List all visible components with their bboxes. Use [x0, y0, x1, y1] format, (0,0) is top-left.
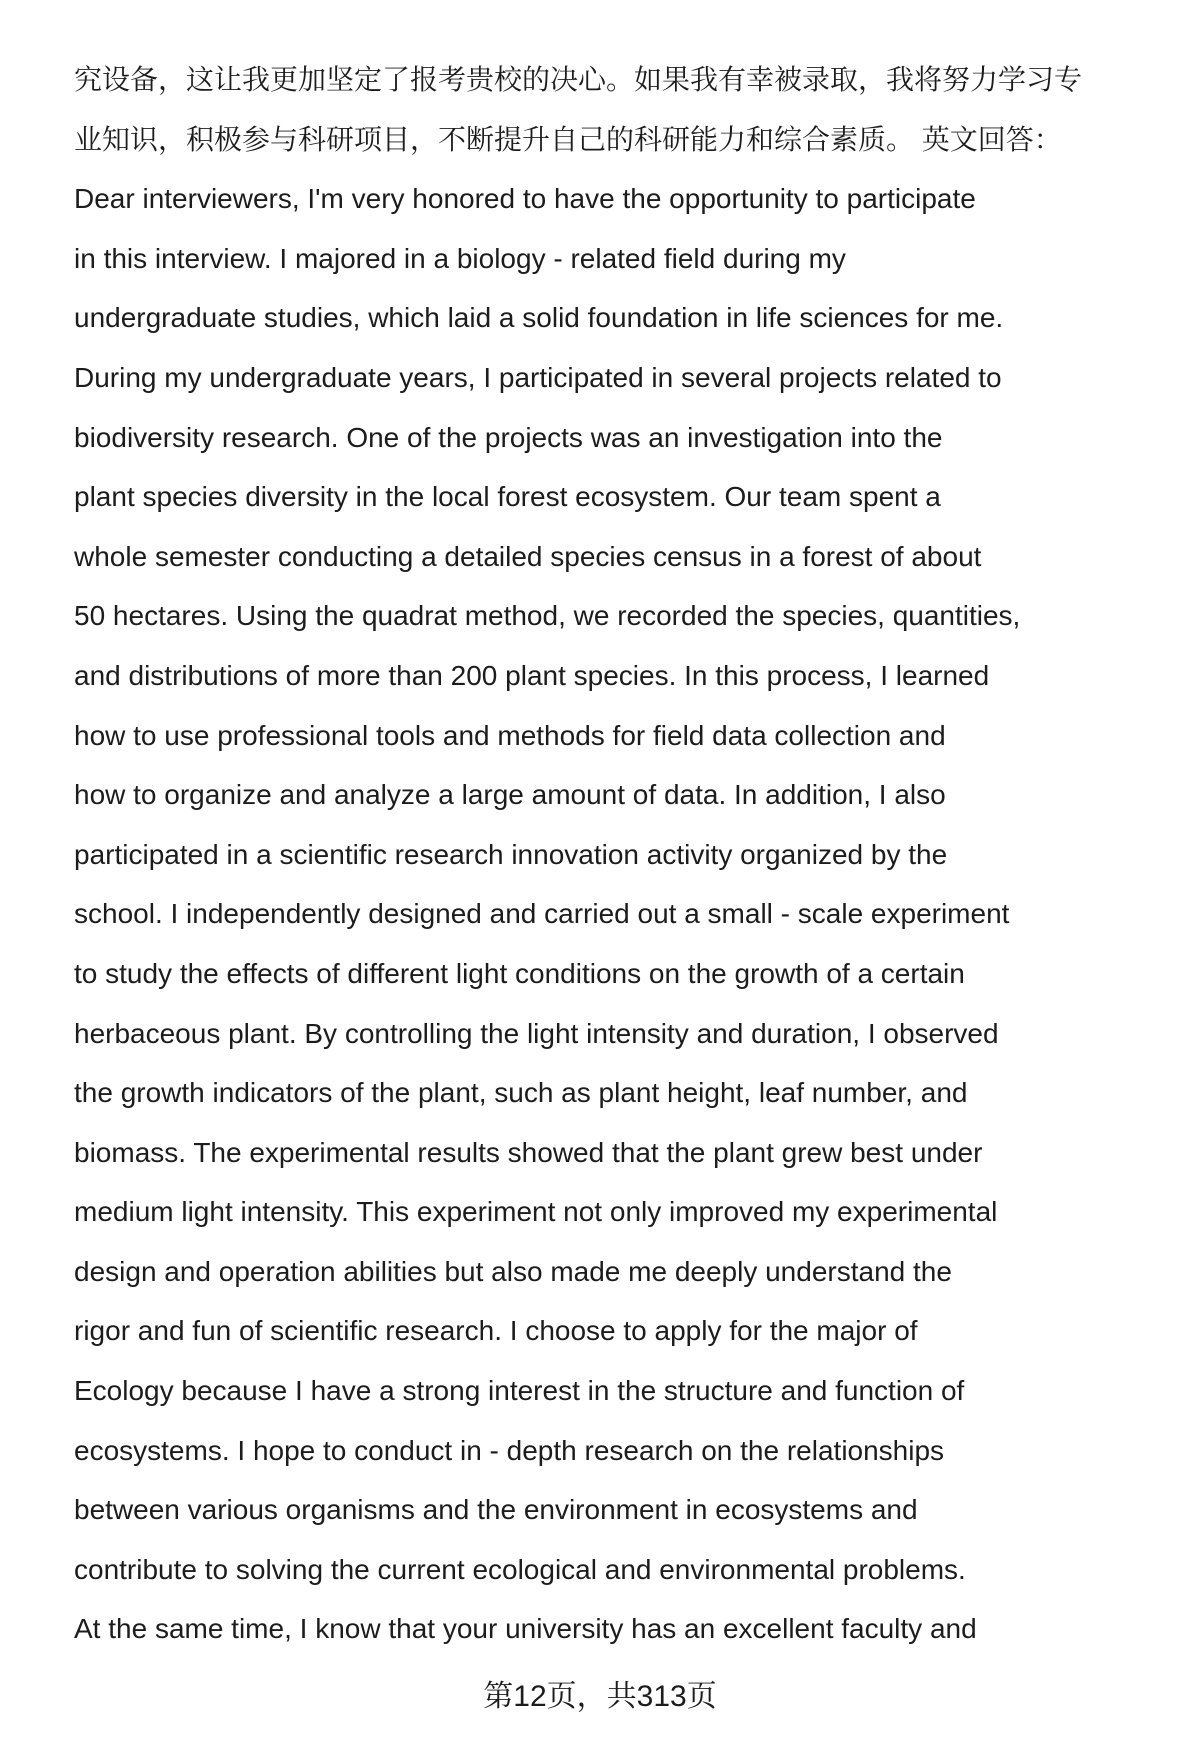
text-line: medium light intensity. This experiment not only improved my experimental: [74, 1196, 998, 1228]
text-line: the growth indicators of the plant, such as plant height, leaf number, and: [74, 1077, 968, 1109]
text-line: in this interview. I majored in a biology - related field during my: [74, 242, 846, 274]
text-line: 业知识，积极参与科研项目，不断提升自己的科研能力和综合素质。 英文回答：: [74, 123, 1062, 155]
text-line: biomass. The experimental results showed that the plant grew best under: [74, 1136, 983, 1168]
page-number: 第12页，共313页: [483, 1680, 717, 1713]
text-line: plant species diversity in the local forest ecosystem. Our team spent a: [74, 481, 941, 513]
text-line: rigor and fun of scientific research. I choose to apply for the major of: [74, 1315, 918, 1347]
text-line: design and operation abilities but also made me deeply understand the: [74, 1255, 952, 1287]
text-line: 究设备，这让我更加坚定了报考贵校的决心。如果我有幸被录取，我将努力学习专: [74, 64, 1083, 95]
text-line: and distributions of more than 200 plant species. In this process, I learned: [74, 659, 990, 691]
text-line: During my undergraduate years, I participated in several projects related to: [74, 361, 1002, 393]
text-line: between various organisms and the environment in ecosystems and: [74, 1494, 918, 1526]
text-line: ecosystems. I hope to conduct in - depth research on the relationships: [74, 1434, 945, 1466]
text-line: contribute to solving the current ecological and environmental problems.: [74, 1553, 966, 1585]
text-line: biodiversity research. One of the projects was an investigation into the: [74, 421, 943, 453]
text-line: to study the effects of different light conditions on the growth of a certain: [74, 957, 965, 989]
text-line: school. I independently designed and carried out a small - scale experiment: [74, 898, 1010, 930]
text-line: 50 hectares. Using the quadrat method, we recorded the species, quantities,: [74, 600, 1021, 632]
text-line: herbaceous plant. By controlling the light intensity and duration, I observed: [74, 1017, 999, 1049]
text-line: Dear interviewers, I'm very honored to have the opportunity to participate: [74, 183, 976, 215]
text-line: how to use professional tools and methods for field data collection and: [74, 719, 946, 751]
body-text: [74, 50, 1174, 1659]
text-line: how to organize and analyze a large amount of data. In addition, I also: [74, 779, 946, 811]
text-line: undergraduate studies, which laid a solid foundation in life sciences for me.: [74, 302, 1004, 334]
text-line: Ecology because I have a strong interest in the structure and function of: [74, 1375, 965, 1407]
text-line: At the same time, I know that your university has an excellent faculty and: [74, 1613, 977, 1645]
text-line: whole semester conducting a detailed species census in a forest of about: [74, 540, 982, 572]
text-line: participated in a scientific research innovation activity organized by the: [74, 838, 948, 870]
